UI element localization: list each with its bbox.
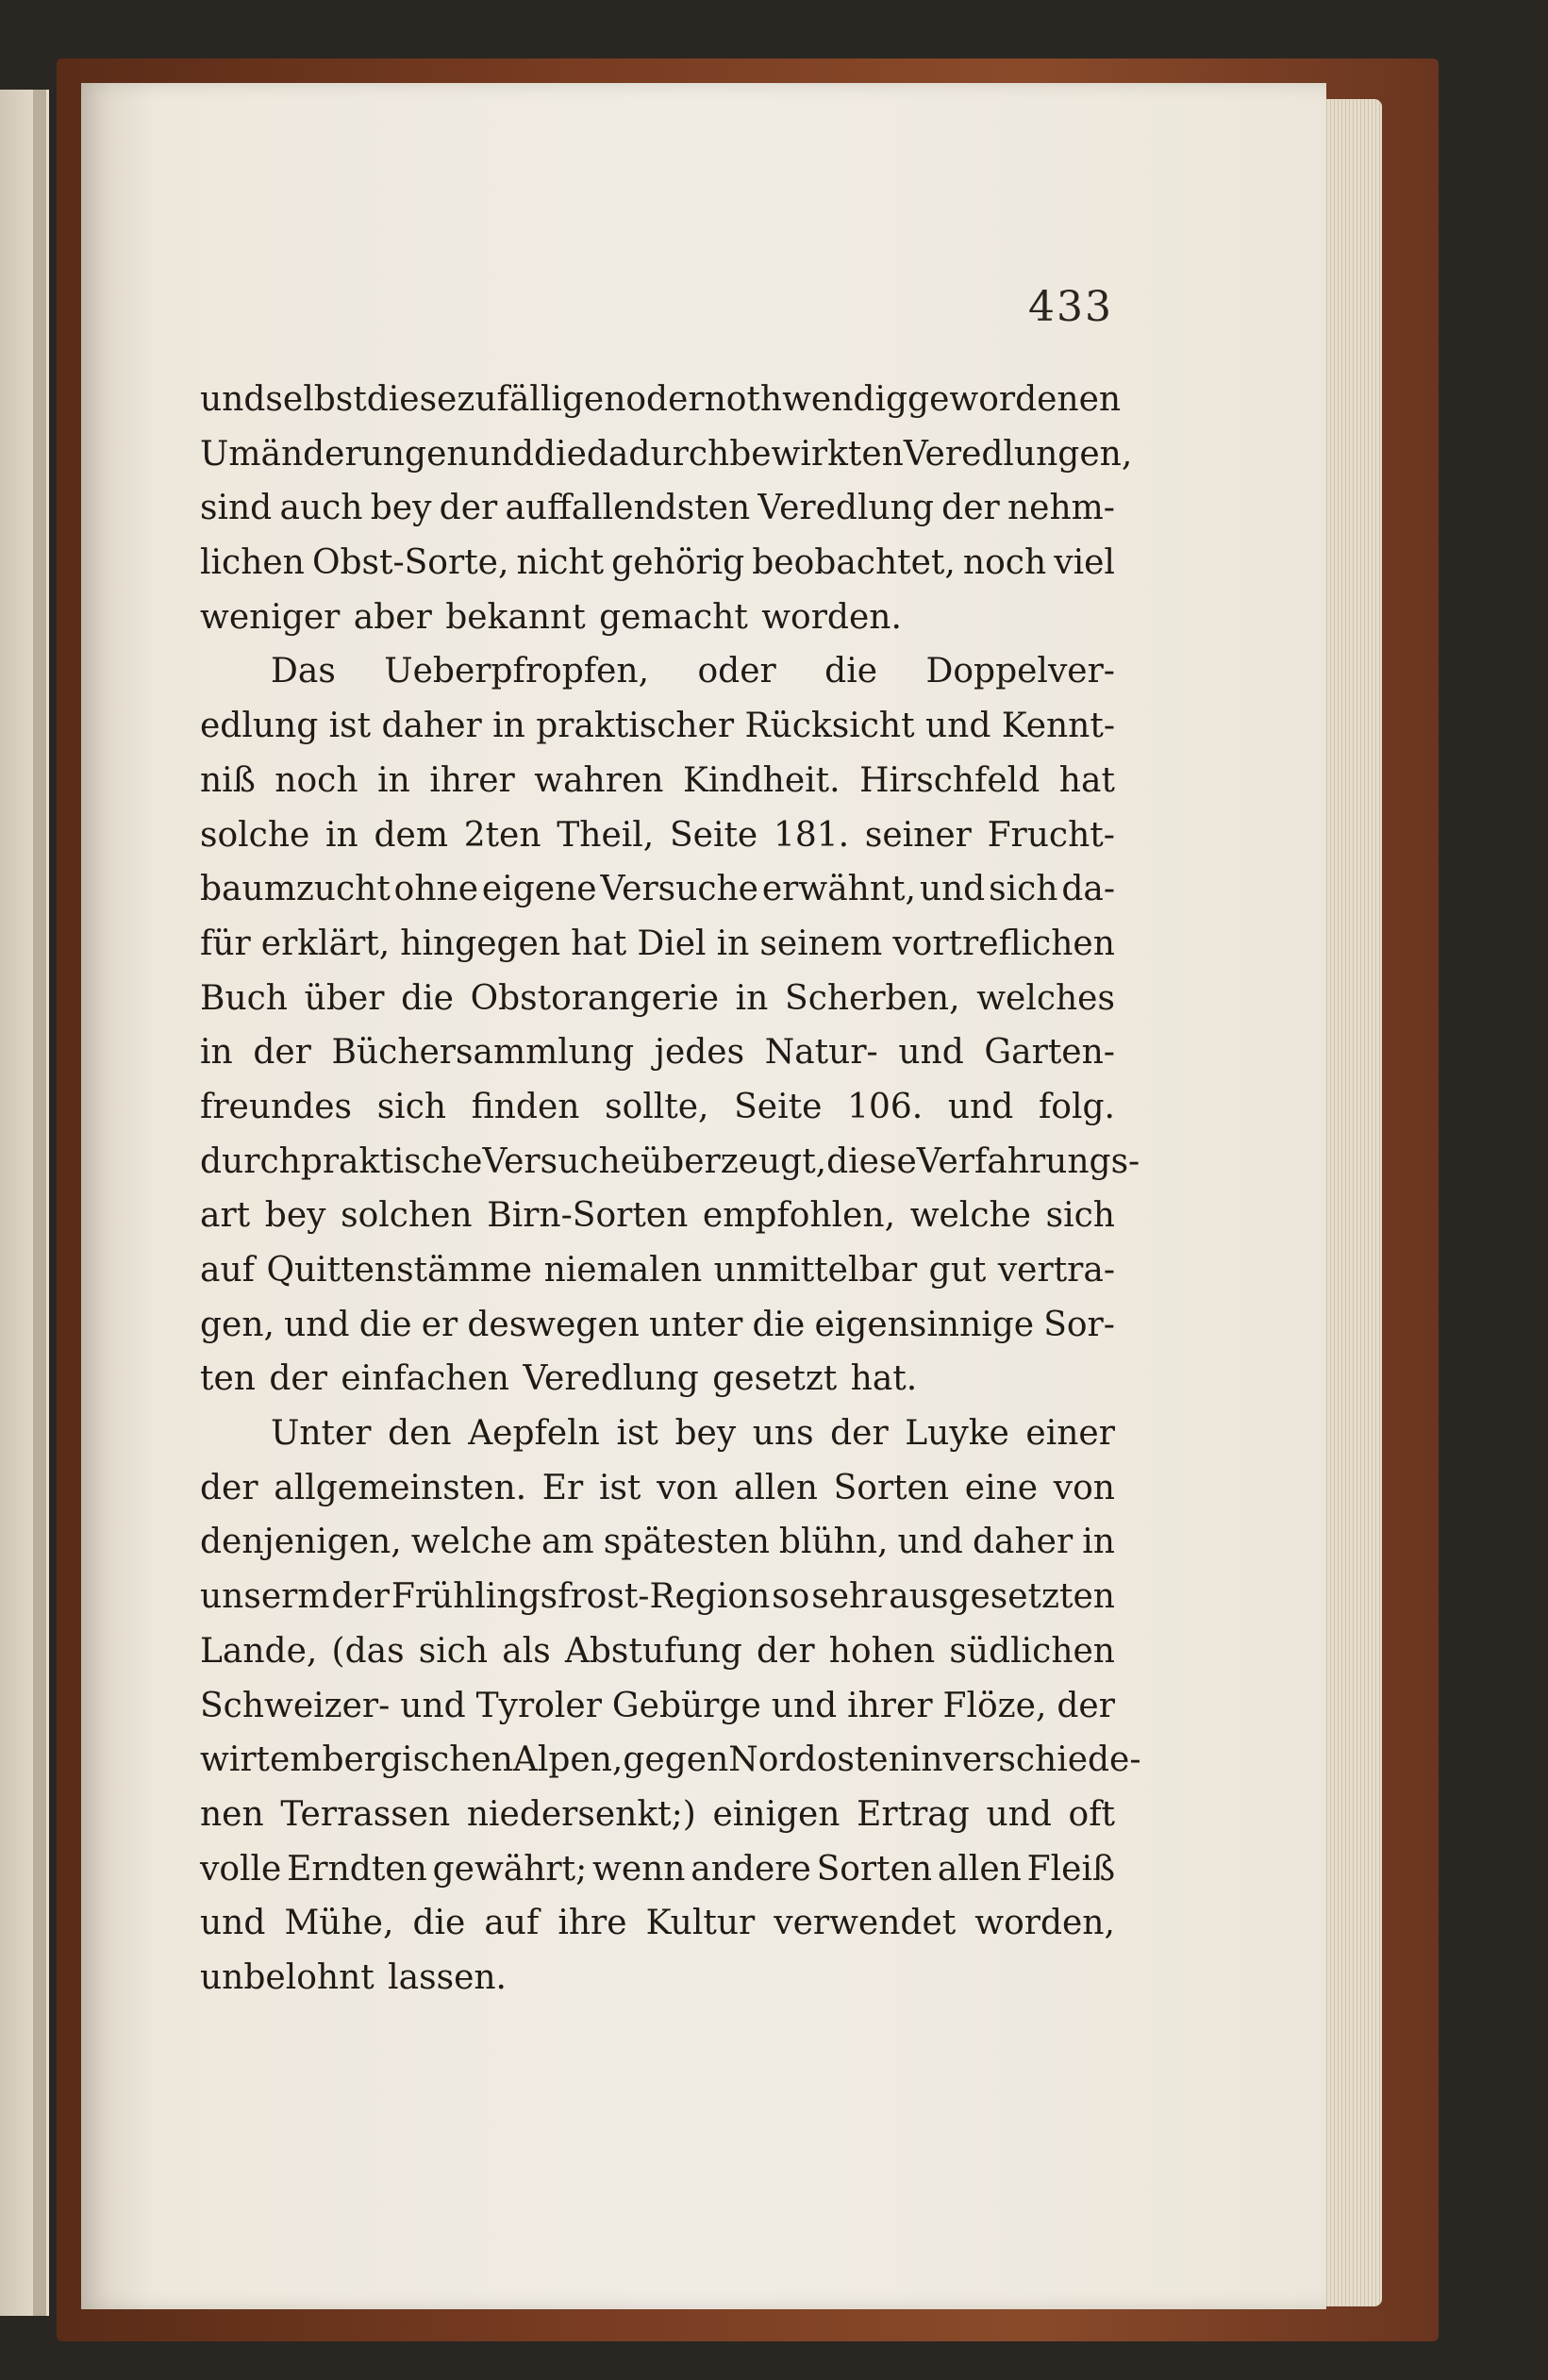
word: uns [752, 1414, 814, 1454]
word: Obstorangerie [470, 978, 720, 1018]
word: eine [964, 1468, 1039, 1507]
word: überzeugt, [640, 1141, 827, 1181]
word: der [253, 1033, 311, 1073]
word: und [200, 1904, 266, 1943]
word: ohne [393, 870, 479, 909]
word: erwähnt, [761, 870, 916, 909]
word: Das [271, 652, 336, 691]
word: sich [1045, 1196, 1115, 1236]
word: edlung [200, 707, 319, 746]
word: gegen [623, 1740, 729, 1780]
word: am [541, 1523, 594, 1562]
word: selbst [265, 380, 367, 419]
text-line [200, 1733, 1141, 1788]
word: noch [275, 760, 358, 800]
word: Natur- [764, 1033, 878, 1073]
word: viel [1054, 543, 1115, 583]
word: beobachtet, [752, 543, 956, 583]
word: ihrer [429, 760, 515, 800]
word: unmittelbar [713, 1251, 918, 1290]
word: auch [279, 489, 363, 528]
word: welche [909, 1196, 1031, 1236]
word: sehr [811, 1577, 888, 1617]
text-line [200, 1406, 1115, 1461]
word: der [331, 1577, 390, 1617]
word: nothwendig [704, 380, 908, 419]
word: lassen. [388, 1957, 507, 1997]
word: die [401, 978, 454, 1018]
word: unserm [200, 1577, 330, 1617]
word: niß [200, 760, 256, 800]
word: sind [200, 489, 273, 528]
word: auf [484, 1904, 540, 1943]
word: gehörig [611, 543, 745, 583]
word: solche [200, 815, 310, 855]
word: durch [200, 1141, 301, 1181]
word: so [772, 1577, 810, 1617]
word: finden [471, 1087, 580, 1126]
word: verwendet [774, 1904, 957, 1943]
word: weniger [200, 597, 341, 637]
text-line [200, 1243, 1115, 1298]
word: welches [976, 978, 1115, 1018]
word: Lande, [200, 1631, 318, 1671]
word: in [909, 1740, 943, 1780]
word: dem [374, 815, 448, 855]
word: die [824, 652, 878, 691]
word: allen [937, 1849, 1022, 1889]
word: jedes [654, 1033, 745, 1073]
word: Aepfeln [468, 1414, 600, 1454]
word: gen, [200, 1305, 275, 1344]
word: von [657, 1468, 719, 1507]
word: und [924, 707, 991, 746]
word: nehm- [1007, 489, 1115, 528]
word: unter [648, 1305, 743, 1344]
word: als [502, 1631, 551, 1671]
word: allgemeinsten. [274, 1468, 527, 1507]
word: in [735, 978, 769, 1018]
word: allen [733, 1468, 818, 1507]
word: der [200, 1468, 258, 1507]
word: Kultur [645, 1904, 756, 1943]
page-text [200, 373, 1141, 2006]
word: und [897, 1523, 963, 1562]
word: die [534, 434, 587, 474]
text-line [200, 1298, 1115, 1353]
word: andere [691, 1849, 811, 1889]
text-line [200, 1135, 1140, 1190]
word: einer [1025, 1414, 1115, 1454]
text-line [200, 808, 1115, 863]
word: Seite [734, 1087, 823, 1126]
word: Abstufung [564, 1631, 742, 1671]
word: solchen [341, 1196, 473, 1236]
word: welche [410, 1523, 533, 1562]
word: Sorten [833, 1468, 950, 1507]
word: (das [331, 1631, 405, 1671]
word: und [200, 380, 266, 419]
text-line [200, 1189, 1115, 1243]
word: südlichen [949, 1631, 1115, 1671]
text-line [200, 373, 1122, 427]
word: Alpen, [512, 1740, 624, 1780]
word: gesetzt [712, 1359, 838, 1399]
page-number: 433 [1028, 283, 1113, 331]
word: der [756, 1631, 815, 1671]
word: in [325, 815, 358, 855]
word: Nordosten [728, 1740, 910, 1780]
text-line [200, 862, 1115, 917]
text-line [200, 917, 1115, 972]
word: sollte, [605, 1087, 709, 1126]
word: hat. [850, 1359, 918, 1399]
word: gut [928, 1251, 987, 1290]
word: auffallendsten [505, 489, 751, 528]
word: bey [674, 1414, 737, 1454]
word: ihre [558, 1904, 627, 1943]
text-line [200, 591, 1115, 645]
word: dadurch [586, 434, 730, 474]
word: ist [616, 1414, 658, 1454]
word: volle [200, 1849, 282, 1889]
word: ten [200, 1359, 256, 1399]
text-line [200, 1842, 1115, 1897]
text-line [200, 972, 1115, 1026]
word: spätesten [603, 1523, 770, 1562]
word: für [200, 924, 251, 963]
word: ist [598, 1468, 641, 1507]
word: 181. [773, 815, 850, 855]
word: praktische [300, 1141, 483, 1181]
word: Theil, [557, 815, 655, 855]
word: sich [376, 1087, 447, 1126]
word: diese [366, 380, 458, 419]
page-gutter [33, 90, 46, 2316]
word: zufälligen [457, 380, 626, 419]
word: niemalen [543, 1251, 703, 1290]
word: Erndten [287, 1849, 427, 1889]
word: auf [200, 1251, 255, 1290]
word: und [771, 1686, 838, 1725]
word: ihrer [847, 1686, 933, 1725]
word: Hirschfeld [859, 760, 1040, 800]
word: die [752, 1305, 806, 1344]
word: Versuche [482, 1141, 641, 1181]
text-line [200, 427, 1133, 482]
word: Terrassen [280, 1794, 451, 1834]
word: daher [381, 707, 482, 746]
text-line [200, 1352, 1115, 1406]
word: hat [571, 924, 627, 963]
word: seinem [759, 924, 883, 963]
word: gemacht [599, 597, 748, 637]
text-line [200, 1461, 1115, 1516]
word: ausgesetzten [889, 1577, 1115, 1617]
word: und [947, 1087, 1014, 1126]
word: in [716, 924, 750, 963]
word: Umänderungen [200, 434, 469, 474]
word: art [200, 1196, 251, 1236]
word: verschiede- [942, 1740, 1141, 1780]
word: diese [826, 1141, 917, 1181]
word: nicht [516, 543, 605, 583]
text-line [200, 1788, 1115, 1842]
word: Garten- [984, 1033, 1115, 1073]
word: wahren [534, 760, 664, 800]
word: oder [697, 652, 776, 691]
word: vertra- [997, 1251, 1115, 1290]
word: unbelohnt [200, 1957, 375, 1997]
word: daher [972, 1523, 1074, 1562]
word: oft [1068, 1794, 1115, 1834]
word: denjenigen, [200, 1523, 402, 1562]
word: bey [370, 489, 432, 528]
word: erklärt, [260, 924, 391, 963]
text-line [200, 1951, 1115, 2006]
word: Doppelver- [925, 652, 1115, 691]
word: hohen [828, 1631, 936, 1671]
word: noch [962, 543, 1047, 583]
word: Schweizer- [200, 1686, 391, 1725]
word: den [388, 1414, 452, 1454]
word: ist [328, 707, 372, 746]
word: Buch [200, 978, 288, 1018]
word: Frucht- [987, 815, 1115, 855]
word: in [200, 1033, 233, 1073]
word: und [986, 1794, 1052, 1834]
word: Veredlung [757, 489, 934, 528]
word: Büchersammlung [331, 1033, 635, 1073]
word: wirtembergischen [200, 1740, 513, 1780]
text-line [200, 481, 1115, 536]
word: in [492, 707, 525, 746]
word: Flöze, [942, 1686, 1047, 1725]
word: wenn [592, 1849, 686, 1889]
word: Mühe, [284, 1904, 394, 1943]
text-line [200, 699, 1115, 754]
word: einigen [712, 1794, 841, 1834]
word: die [412, 1904, 466, 1943]
word: und [919, 870, 986, 909]
word: aber [353, 597, 432, 637]
text-line [200, 1896, 1115, 1951]
word: praktischer [536, 707, 735, 746]
word: Tyroler [475, 1686, 602, 1725]
word: worden. [761, 597, 902, 637]
word: der [439, 489, 498, 528]
word: der [1057, 1686, 1115, 1725]
word: sich [418, 1631, 489, 1671]
word: baumzucht [200, 870, 391, 909]
word: von [1053, 1468, 1115, 1507]
word: gewährt; [432, 1849, 588, 1889]
word: in [377, 760, 410, 800]
word: Kennt- [1001, 707, 1115, 746]
word: 2ten [463, 815, 541, 855]
word: folg. [1038, 1087, 1115, 1126]
text-line [200, 1679, 1115, 1734]
word: hat [1058, 760, 1115, 800]
word: in [1082, 1523, 1115, 1562]
word: eigensinnige [814, 1305, 1035, 1344]
word: bey [264, 1196, 326, 1236]
word: Ertrag [857, 1794, 970, 1834]
word: gewordenen [907, 380, 1122, 419]
word: und [400, 1686, 466, 1725]
word: Quittenstämme [266, 1251, 533, 1290]
word: lichen [200, 543, 305, 583]
word: Sor- [1043, 1305, 1115, 1344]
word: er [421, 1305, 458, 1344]
word: Luyke [905, 1414, 1009, 1454]
word: Obst-Sorte, [311, 543, 509, 583]
word: Kindheit. [683, 760, 841, 800]
word: die [358, 1305, 412, 1344]
word: Frühlingsfrost-Region [391, 1577, 771, 1617]
word: freundes [200, 1087, 353, 1126]
word: Birn-Sorten [487, 1196, 689, 1236]
word: Diel [637, 924, 707, 963]
word: Verfahrungs- [916, 1141, 1140, 1181]
word: Fleiß [1026, 1849, 1115, 1889]
text-line [200, 1624, 1115, 1679]
word: seiner [864, 815, 972, 855]
word: Seite [669, 815, 758, 855]
word: oder [625, 380, 705, 419]
word: der [269, 1359, 327, 1399]
word: deswegen [467, 1305, 640, 1344]
word: Gebürge [611, 1686, 761, 1725]
word: worden, [974, 1904, 1115, 1943]
text-line [200, 536, 1115, 591]
word: empfohlen, [702, 1196, 896, 1236]
word: hingegen [400, 924, 561, 963]
word: Sorten [816, 1849, 933, 1889]
text-line [200, 644, 1115, 699]
word: über [304, 978, 385, 1018]
text-line [200, 1025, 1115, 1080]
word: Ueberpfropfen, [384, 652, 650, 691]
word: und [898, 1033, 964, 1073]
word: Veredlungen, [903, 434, 1133, 474]
word: und [284, 1305, 350, 1344]
word: einfachen [341, 1359, 509, 1399]
word: vortreflichen [892, 924, 1115, 963]
text-line [200, 1515, 1115, 1570]
word: nen [200, 1794, 264, 1834]
word: sich [989, 870, 1058, 909]
text-line [200, 1080, 1115, 1135]
word: bewirkten [729, 434, 904, 474]
word: Rücksicht [744, 707, 915, 746]
word: und [468, 434, 535, 474]
word: der [830, 1414, 889, 1454]
word: Scherben, [785, 978, 960, 1018]
word: Unter [271, 1414, 372, 1454]
word: Veredlung [523, 1359, 699, 1399]
word: 106. [847, 1087, 924, 1126]
word: Versuche [600, 870, 758, 909]
word: eigene [481, 870, 597, 909]
word: Er [541, 1468, 584, 1507]
text-line [200, 754, 1115, 808]
word: bekannt [445, 597, 586, 637]
word: der [941, 489, 1000, 528]
word: da- [1061, 870, 1115, 909]
word: blühn, [778, 1523, 889, 1562]
text-line [200, 1570, 1115, 1624]
word: niedersenkt;) [466, 1794, 696, 1834]
